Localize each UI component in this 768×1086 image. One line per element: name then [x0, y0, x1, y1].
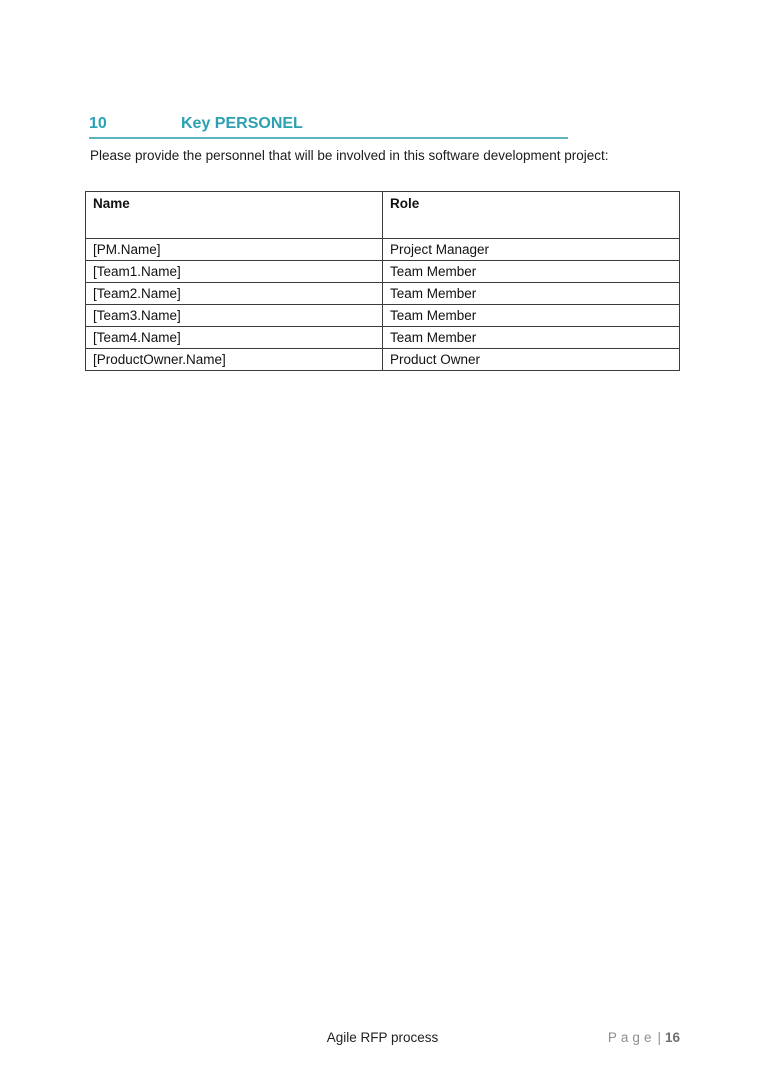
- personnel-table: [85, 191, 680, 371]
- footer-page-number: [608, 1030, 680, 1045]
- intro-paragraph: Please provide the personnel that will be involved in this software development project:: [90, 148, 609, 163]
- table-cell: Team Member: [383, 261, 680, 283]
- table-row: [86, 305, 680, 327]
- table-header-row: [86, 192, 680, 239]
- table-row: [86, 261, 680, 283]
- footer-page-label: Page: [607, 1030, 656, 1045]
- table-cell: [Team2.Name]: [86, 283, 383, 305]
- footer-page-separator: |: [657, 1030, 661, 1045]
- table-cell: [Team1.Name]: [86, 261, 383, 283]
- table-row: [86, 327, 680, 349]
- table-row: [86, 349, 680, 371]
- table-row: [86, 239, 680, 261]
- table-cell: Project Manager: [383, 239, 680, 261]
- table-cell: [PM.Name]: [86, 239, 383, 261]
- table-cell: [Team4.Name]: [86, 327, 383, 349]
- table-cell: [ProductOwner.Name]: [86, 349, 383, 371]
- table-cell: [Team3.Name]: [86, 305, 383, 327]
- table-row: [86, 283, 680, 305]
- section-heading: [89, 115, 568, 139]
- footer-doc-title: Agile RFP process: [326, 1030, 439, 1045]
- table-cell: Product Owner: [383, 349, 680, 371]
- footer-page-value: 16: [664, 1030, 680, 1045]
- column-header-name: Name: [86, 192, 383, 239]
- table-cell: Team Member: [383, 327, 680, 349]
- section-title: Key PERSONEL: [181, 115, 303, 132]
- section-number: 10: [89, 115, 107, 132]
- table-cell: Team Member: [383, 305, 680, 327]
- table-cell: Team Member: [383, 283, 680, 305]
- column-header-role: Role: [383, 192, 680, 239]
- personnel-table-body: [86, 239, 680, 371]
- page-footer: [85, 1030, 680, 1045]
